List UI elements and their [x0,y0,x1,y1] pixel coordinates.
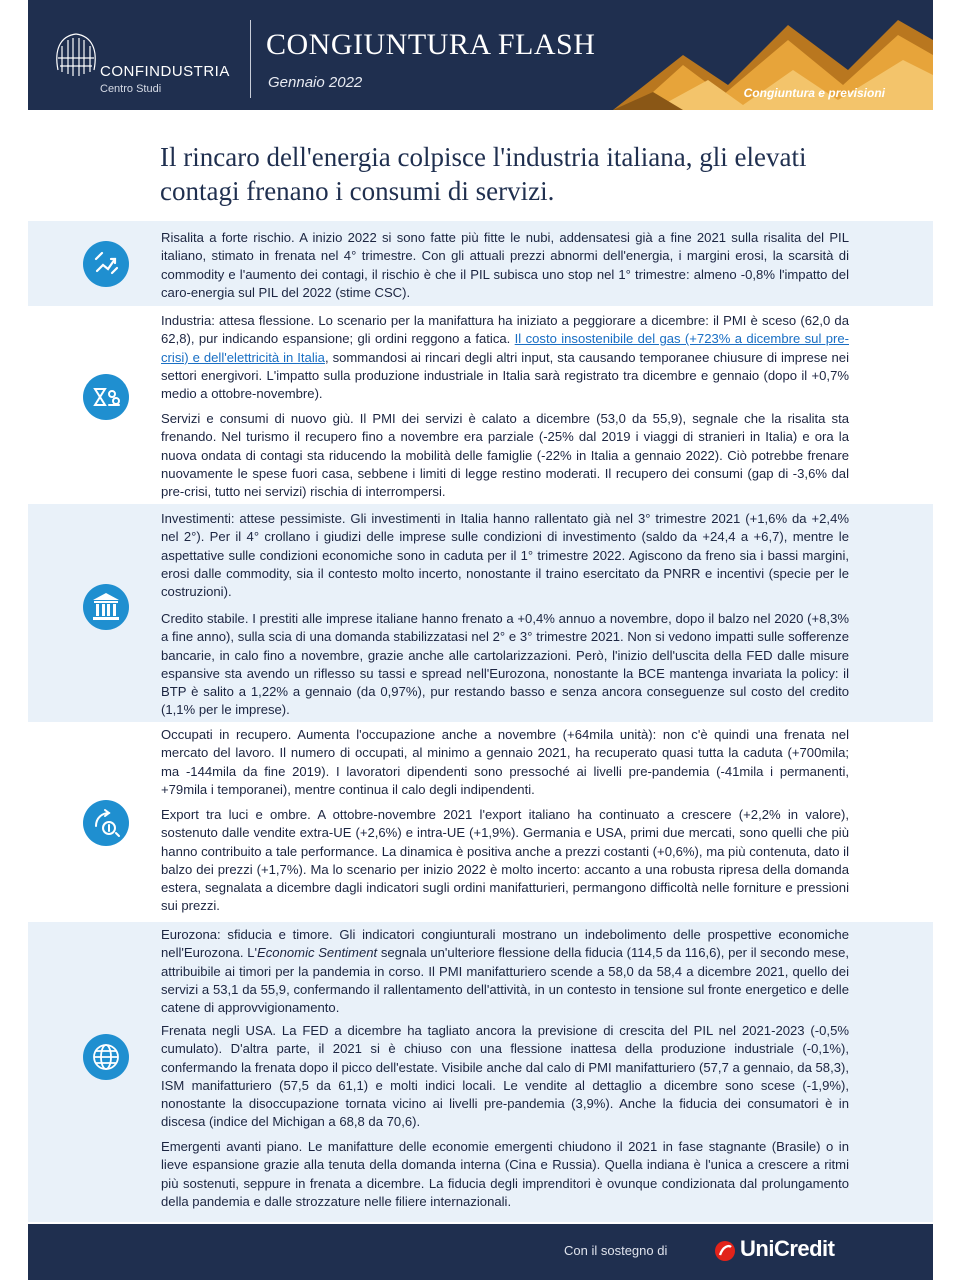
text-investimenti: Gli investimenti in Italia hanno rallentato già nel 3° trimestre 2021 (+1,6% da +2,4% nel 2°). Per il 4° crollano i giudizi delle imprese sulle condizioni di investimento (saldo da +24,4 a +6,7), mentre le aspettative sulle condizioni economiche sono in caduta per il 1° trimestre 2022. Agiscono da freno sia i bassi margini, erosi dalle commodity, sia il contesto molto incerto, nonostante il traino esercitato da PNRR e incentivi (specie per le costruzioni). [161,511,849,600]
page-headline: Il rincaro dell'energia colpisce l'industria italiana, gli elevati contagi frenano i consumi di servizi. [160,142,807,206]
paragraph-servizi [161,410,849,501]
text-servizi: Il PMI dei servizi è calato a dicembre (53,0 da 55,9), segnale che la risalita sta frenando. Nel turismo il recupero fino a novembre era parziale (-25% dal 2019 i viaggi di stranieri in Italia) e ora la nuova ondata di contagi sta riducendo la mobilità delle famiglie (-22% in Italia a gennaio 2022). Ciò potrebbe frenare nuovamente le spese fuori casa, sebbene i limiti di legge restino moderati. Il recupero dei consumi (gap di -3,6% dal pre-crisi, tutto nei servizi) rischia di interrompersi. [161,411,850,500]
paragraph-credito [161,610,849,720]
gas-cost-link[interactable]: Il costo insostenibile del gas (+723% a dicembre sul pre-crisi) e dell'elettricità in Italia [161,331,849,365]
lead-credito: Credito stabile. [161,611,249,626]
section-band-internazionale [28,922,933,1222]
brand-name: CONFINDUSTRIA [100,63,230,80]
paragraph-emergenti [161,1138,849,1211]
text-eurozona-2: segnala un'ulteriore flessione della fiducia (114,5 da 116,6), per il secondo mese, attribuibile ai timori per la pandemia in corso. Il PMI manifatturiero scende a 58,0 da 58,4 a dicembre 2021, quello dei servizi a 53,1 da 55,9, confermando il rallentamento dell'attività, in un contesto in tensione sul fronte energetico e delle catene di approvvigionamento. [161,945,850,1016]
section-band-occupati [28,722,933,922]
header-divider [250,20,251,98]
text-industria-2: , sommandosi ai rincari degli altri input, sta causando temporanee chiusure di imprese nei settori energivori. L'impatto sulla produzione industriale in Italia sarà registrato tra dicembre e gennaio (dopo il +0,7% medio a ottobre-novembre). [161,349,850,402]
economic-sentiment-term: Economic Sentiment [257,945,378,961]
sponsor-caption: Con il sostegno di [564,1243,668,1258]
lead-industria: Industria: attesa flessione. [161,313,315,328]
text-industria-1: Lo scenario per la manifattura ha iniziato a peggiorare a dicembre: il PMI è sceso (62,0 da 62,8), pur indicando espansione; gli ordini reggono a fatica. [161,313,849,347]
paragraph-risalita [161,229,849,302]
globe-icon [83,1034,129,1080]
industry-energy-icon [83,374,129,420]
category-tag: Congiuntura e previsioni [743,86,885,100]
confindustria-logo-icon [46,30,106,82]
export-growth-icon [83,800,129,846]
report-header [28,0,933,110]
section-band-industria [28,306,933,504]
footer-bar [28,1224,933,1280]
paragraph-eurozona [161,926,849,1017]
lead-eurozona: Eurozona: sfiducia e timore. [161,927,333,942]
paragraph-usa [161,1022,849,1132]
paragraph-industria [161,312,849,403]
text-eurozona-1: Gli indicatori congiunturali mostrano un indebolimento delle prospettive economiche nell'Eurozona. L' [161,927,849,961]
chart-trend-icon [83,241,129,287]
text-risalita: A inizio 2022 si sono fatte più fitte le nubi, addensatesi già a fine 2021 sulla risalita del PIL italiano, stimato in frenata nel 4° trimestre. Con gli attuali prezzi abnormi dell'energia, i margini erosi, la scarsità di commodity e l'aumento dei contagi, il rischio è che il PIL subisca uno stop nel 1° trimestre: almeno -0,8% l'impatto del caro-energia sul PIL del 2022 (stime CSC). [161,230,849,300]
lead-occupati: Occupati in recupero. [161,727,292,742]
text-usa: La FED a dicembre ha tagliato ancora la previsione di crescita del PIL nel 2021-2023 (-0,5% cumulato). D'altra parte, il 2021 si è chiuso con una flessione inattesa della produzione industriale (-0,1%), confermando la frenata dopo il picco dell'estate. Visibile anche dal calo di PMI manifatturiero (57,7 a gennaio, da 58,3), ISM manifatturiero (57,5 da 61,1) e molti indici locali. Le vendite al dettaglio a dicembre sono scese (-1,9%), nonostante la disoccupazione tornata vicino ai livelli pre-pandemia (3,9%). Anche la fiducia dei consumatori è in discesa (indice del Michigan a 68,8 da 70,6). [161,1023,849,1130]
lead-emergenti: Emergenti avanti piano. [161,1139,303,1154]
text-occupati: Aumenta l'occupazione anche a novembre (+64mila unità): non c'è quindi una frenata nel mercato del lavoro. Il numero di occupati, al minimo a gennaio 2021, ha recuperato quasi tutta la caduta (+700mila; ma -144mila da fine 2019). I lavoratori dipendenti sono pressoché ai livelli pre-pandemia (-41mila i permanenti, +79mila i temporanei), mentre continua il calo degli indipendenti. [161,727,849,797]
lead-usa: Frenata negli USA. [161,1023,277,1038]
section-band-investimenti [28,504,933,722]
paragraph-occupati [161,726,849,799]
text-emergenti: Le manifatture delle economie emergenti chiudono il 2021 in fase stagnante (Brasile) o in lieve espansione grazie alla tenuta della domanda interna (Cina e Russia). Quella indiana è l'unica a crescere a ritmi più sostenuti, seppure in frenata a dicembre. La fiducia degli imprenditori è ovunque condizionata dal prolungamento della pandemia e dalle strozzature nelle filiere internazionali. [161,1139,849,1209]
lead-servizi: Servizi e consumi di nuovo giù. [161,411,354,426]
brand-subtitle: Centro Studi [100,83,162,95]
paragraph-export [161,806,849,916]
bank-icon [83,584,129,630]
text-export: A ottobre-novembre 2021 l'export italiano ha continuato a crescere (+2,2% in valore), sostenuto dalle vendite extra-UE (+2,6%) e intra-UE (+1,9%). Germania e USA, primi due mercati, sono quelli che più hanno contribuito a tale performance. La dinamica è positiva anche a prezzi costanti (+0,6%), ma più contenuta, dato il balzo dei prezzi (+1,7%). Ma lo scenario per inizio 2022 è molto incerto: accanto a una robusta ripresa della domanda estera, segnalata a dicembre dagli indicatori sugli ordini manifatturieri, permangono difficoltà nelle forniture e pressioni sui prezzi. [161,807,849,914]
publication-title: CONGIUNTURA FLASH [266,28,596,61]
unicredit-logo-icon [714,1240,736,1262]
lead-investimenti: Investimenti: attese pessimiste. [161,511,346,526]
lead-export: Export tra luci e ombre. [161,807,311,822]
paragraph-investimenti [161,510,849,601]
lead-risalita: Risalita a forte rischio. [161,230,295,245]
section-band-risalita [28,221,933,306]
publication-date: Gennaio 2022 [268,74,363,91]
text-credito: I prestiti alle imprese italiane hanno frenato a +0,4% annuo a novembre, dopo il balzo nel 2020 (+8,3% a fine anno), sulla scia di una domanda stabilizzatasi nel 2° e 3° trimestre 2021. Non si vedono impatti sulle sofferenze bancarie, in calo fino a novembre, grazie anche alle cartolarizzazioni. Però, l'inizio dell'uscita della FED dalle misure espansive sta avendo un riflesso su tassi e spread nell'Eurozona, nonostante la BCE mantenga invariata la policy: il BTP è salito a 1,22% a gennaio (da 0,97%), pur restando basso e senza ancora conseguenze sul costo del credito (1,1% per le imprese). [161,611,849,718]
sponsor-name: UniCredit [740,1236,835,1261]
